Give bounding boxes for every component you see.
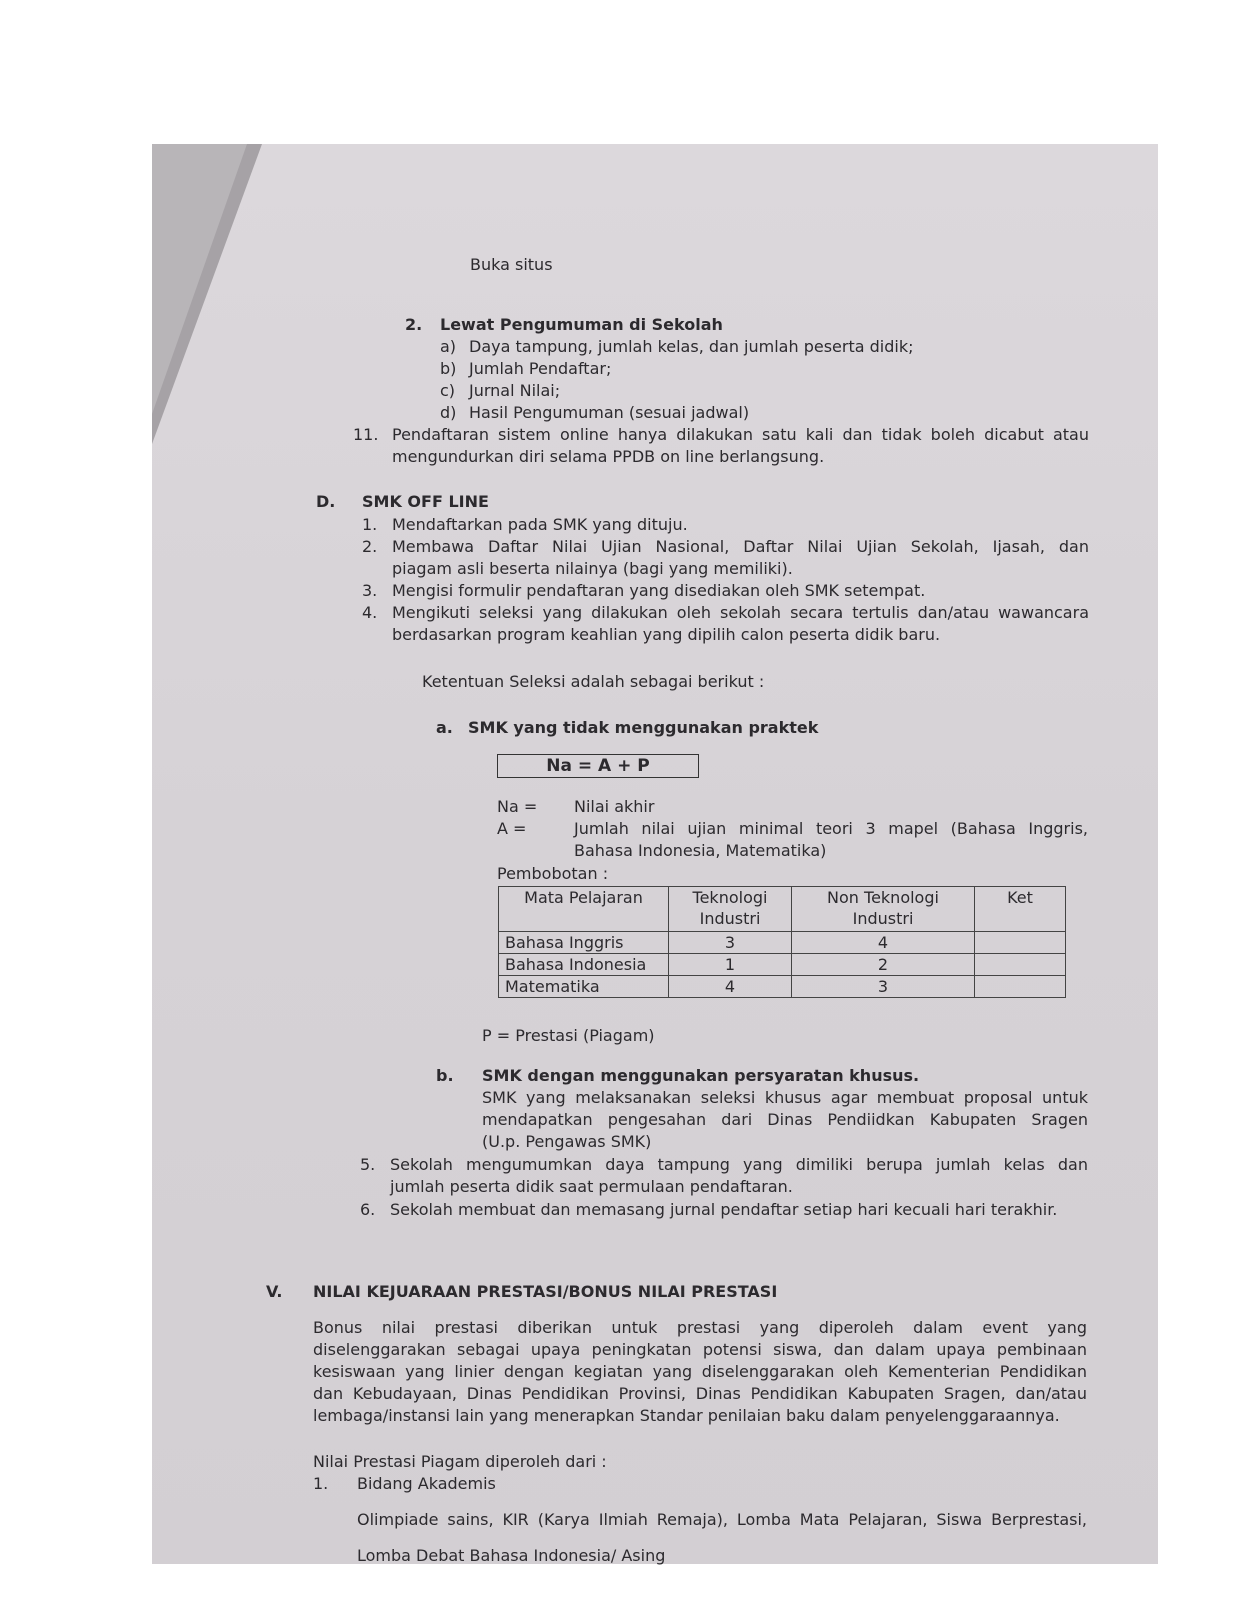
def-a-key: A = — [497, 819, 527, 838]
v-para-line2: diselenggarakan sebagai upaya peningkatan potensi siswa, dan dalam upaya pembinaan — [313, 1340, 1087, 1359]
cell-tech: 3 — [669, 932, 792, 954]
item5-line2: jumlah peserta didik saat permulaan pendaftaran. — [390, 1177, 793, 1196]
sub-b-line3: (U.p. Pengawas SMK) — [482, 1132, 652, 1151]
table-row — [499, 976, 1066, 998]
header-note: Ket — [975, 887, 1066, 932]
item11-line2: mengundurkan diri selama PPDB on line berlangsung. — [392, 447, 825, 466]
v-para-line3: kesiswaan yang linier dengan kegiatan yang diselenggarakan oleh Kementerian Pendidikan — [313, 1362, 1087, 1381]
section-d-letter: D. — [316, 492, 336, 511]
section-v-number: V. — [266, 1282, 283, 1301]
page-fold-highlight — [152, 144, 247, 414]
selection-intro: Ketentuan Seleksi adalah sebagai berikut : — [422, 672, 765, 691]
v-detail-line2: Lomba Debat Bahasa Indonesia/ Asing — [357, 1546, 666, 1565]
section-v-title: NILAI KEJUARAAN PRESTASI/BONUS NILAI PRESTASI — [313, 1282, 778, 1301]
s2-label-a: a) — [440, 337, 457, 356]
item6-number: 6. — [360, 1200, 376, 1219]
d-item4-line2: berdasarkan program keahlian yang dipilih calon peserta didik baru. — [392, 625, 941, 644]
d-item1-number: 1. — [362, 515, 378, 534]
cell-note — [975, 954, 1066, 976]
cell-non-tech: 4 — [792, 932, 975, 954]
v-item1-number: 1. — [313, 1474, 329, 1493]
s2-title: Lewat Pengumuman di Sekolah — [440, 315, 723, 334]
def-a-line2: Bahasa Indonesia, Matematika) — [574, 841, 827, 860]
s2-label-c: c) — [440, 381, 456, 400]
item5-line1: Sekolah mengumumkan daya tampung yang dimiliki berupa jumlah kelas dan — [390, 1155, 1088, 1174]
sub-b-title: SMK dengan menggunakan persyaratan khusus. — [482, 1066, 920, 1085]
s2-item-a: Daya tampung, jumlah kelas, dan jumlah peserta didik; — [469, 337, 914, 356]
cell-note — [975, 976, 1066, 998]
item5-number: 5. — [360, 1155, 376, 1174]
d-item4-line1: Mengikuti seleksi yang dilakukan oleh sekolah secara tertulis dan/atau wawancara — [392, 603, 1089, 622]
v-detail-line1: Olimpiade sains, KIR (Karya Ilmiah Remaja), Lomba Mata Pelajaran, Siswa Berprestasi, — [357, 1510, 1087, 1529]
def-na-text: Nilai akhir — [574, 797, 655, 816]
s2-item-c: Jurnal Nilai; — [469, 381, 561, 400]
cell-subject: Bahasa Inggris — [499, 932, 669, 954]
weighting-table — [498, 886, 1066, 998]
cell-non-tech: 2 — [792, 954, 975, 976]
item6-text: Sekolah membuat dan memasang jurnal pendaftar setiap hari kecuali hari terakhir. — [390, 1200, 1058, 1219]
p-definition: P = Prestasi (Piagam) — [482, 1026, 655, 1045]
table-header-row — [499, 887, 1066, 932]
visit-site-text: Buka situs — [470, 255, 553, 274]
table-title: Pembobotan : — [497, 864, 609, 883]
s2-item-d: Hasil Pengumuman (sesuai jadwal) — [469, 403, 750, 422]
d-item3-number: 3. — [362, 581, 378, 600]
sub-a-letter: a. — [436, 718, 453, 737]
d-item3-text: Mengisi formulir pendaftaran yang disediakan oleh SMK setempat. — [392, 581, 926, 600]
table-row — [499, 954, 1066, 976]
item11-line1: Pendaftaran sistem online hanya dilakukan satu kali dan tidak boleh dicabut atau — [392, 425, 1089, 444]
cell-tech: 4 — [669, 976, 792, 998]
d-item2-line2: piagam asli beserta nilainya (bagi yang memiliki). — [392, 559, 793, 578]
s2-number: 2. — [405, 315, 423, 334]
sub-b-line2: mendapatkan pengesahan dari Dinas Pendiidkan Kabupaten Sragen — [482, 1110, 1088, 1129]
cell-subject: Matematika — [499, 976, 669, 998]
d-item1-text: Mendaftarkan pada SMK yang dituju. — [392, 515, 688, 534]
v-para-line1: Bonus nilai prestasi diberikan untuk prestasi yang diperoleh dalam event yang — [313, 1318, 1087, 1337]
cell-tech: 1 — [669, 954, 792, 976]
d-item2-line1: Membawa Daftar Nilai Ujian Nasional, Daftar Nilai Ujian Sekolah, Ijasah, dan — [392, 537, 1089, 556]
v-piagam-intro: Nilai Prestasi Piagam diperoleh dari : — [313, 1452, 607, 1471]
v-para-line4: dan Kebudayaan, Dinas Pendidikan Provinsi, Dinas Pendidikan Kabupaten Sragen, dan/atau — [313, 1384, 1087, 1403]
def-a-line1: Jumlah nilai ujian minimal teori 3 mapel (Bahasa Inggris, — [574, 819, 1088, 838]
def-na-key: Na = — [497, 797, 538, 816]
sub-a-title: SMK yang tidak menggunakan praktek — [468, 718, 819, 737]
s2-label-d: d) — [440, 403, 457, 422]
cell-subject: Bahasa Indonesia — [499, 954, 669, 976]
d-item4-number: 4. — [362, 603, 378, 622]
s2-item-b: Jumlah Pendaftar; — [469, 359, 612, 378]
header-non-tech: Non Teknologi Industri — [792, 887, 975, 932]
d-item2-number: 2. — [362, 537, 378, 556]
sub-b-line1: SMK yang melaksanakan seleksi khusus agar membuat proposal untuk — [482, 1088, 1088, 1107]
s2-label-b: b) — [440, 359, 457, 378]
item11-number: 11. — [353, 425, 379, 444]
table-row — [499, 932, 1066, 954]
header-subject: Mata Pelajaran — [499, 887, 669, 932]
cell-non-tech: 3 — [792, 976, 975, 998]
formula-box: Na = A + P — [497, 754, 699, 778]
cell-note — [975, 932, 1066, 954]
v-item1-title: Bidang Akademis — [357, 1474, 496, 1493]
header-tech: Teknologi Industri — [669, 887, 792, 932]
v-para-line5: lembaga/instansi lain yang menerapkan Standar penilaian baku dalam penyelenggaraannya. — [313, 1406, 1060, 1425]
sub-b-letter: b. — [436, 1066, 454, 1085]
section-d-title: SMK OFF LINE — [362, 492, 489, 511]
